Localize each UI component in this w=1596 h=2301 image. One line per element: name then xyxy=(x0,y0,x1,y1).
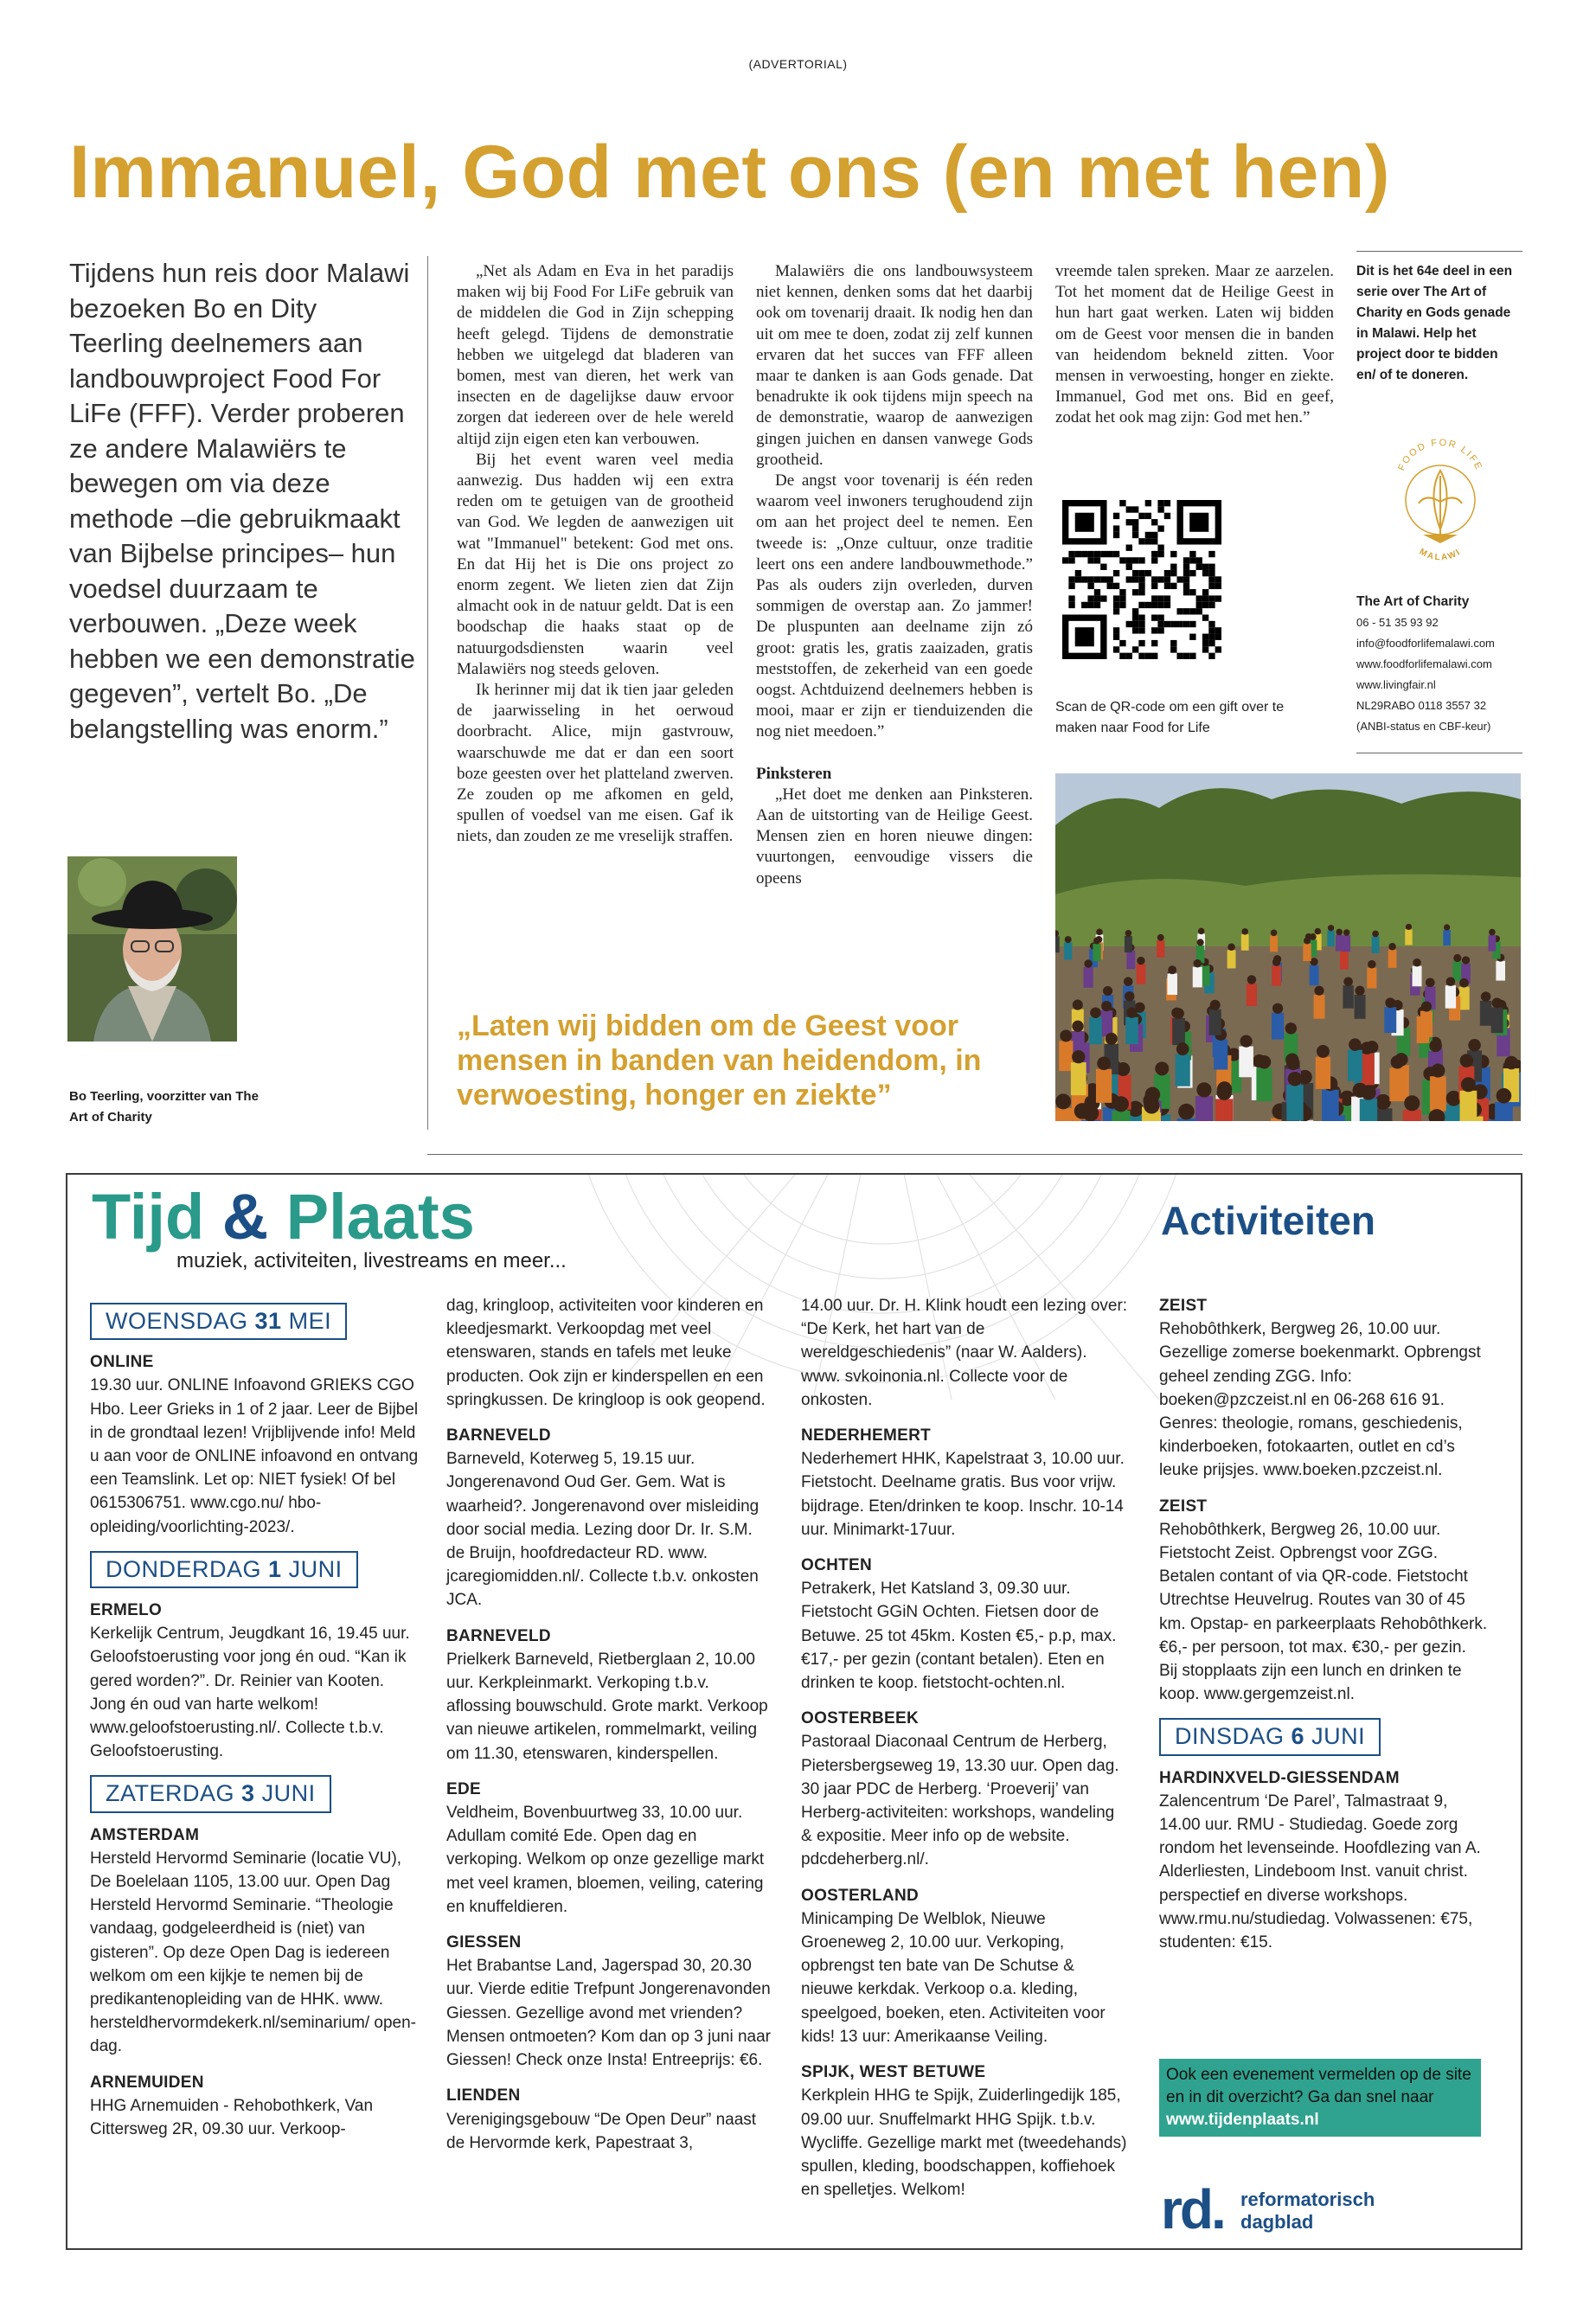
event-location: SPIJK, WEST BETUWE xyxy=(801,2063,986,2082)
tijd-plaats-subtitle: muziek, activiteiten, livestreams en meer... xyxy=(176,1249,567,1272)
svg-text:MALAWI xyxy=(1418,547,1464,562)
logo-text-top: FOOD FOR LIFE xyxy=(1396,437,1484,473)
event-text: Rehobôthkerk, Bergweg 26, 10.00 uur. Gezellige zomerse boekenmarkt. Opbrengst geheel zending ZGG. Info: boeken@pzczeist.nl en 06-268 616 91. Genres: theologie, romans, geschiedenis, kinderboeken, fotokaarten, outlet en cd’s leuke prijsjes. www.boeken.pzczeist.nl. xyxy=(1159,1320,1481,1480)
title-ampersand: & xyxy=(221,1181,269,1253)
event-text: Veldheim, Bovenbuurtweg 33, 10.00 uur. Adullam comité Ede. Open dag en verkoping. Welkom op onze gezellige markt met veel kramen, bloemen, veiling, catering en knuffeldieren. xyxy=(446,1804,765,1916)
event-text: Pastoraal Diaconaal Centrum de Herberg, Pietersbergseweg 19, 13.30 uur. Open dag. 30 jaar PDC de Herberg. ‘Proeverij’ van Herberg-activiteiten: workshops, wandeling & expositie. Meer info op de website. pdcdeherberg.nl/. xyxy=(801,1733,1119,1869)
logo-text-bottom: MALAWI xyxy=(1417,547,1464,563)
submit-event-promo xyxy=(1159,2059,1481,2137)
event-text: Het Brabantse Land, Jagerspad 30, 20.30 uur. Vierde editie Trefpunt Jongerenavonden Giessen. Gezellige avond met vrienden? Mensen ontmoeten? Kom dan op 3 juni naar Giessen! Check onze Insta! Entreeprijs: €6. xyxy=(446,1957,771,2070)
article-column-2 xyxy=(756,261,1033,889)
promo-link[interactable]: www.tijdenplaats.nl xyxy=(1166,2111,1319,2129)
promo-text: Ook een evenement vermelden op de site en in dit overzicht? Ga dan snel naar xyxy=(1166,2066,1471,2106)
sidebar-rule xyxy=(1356,251,1522,252)
event-text: Hersteld Hervormd Seminarie (locatie VU), De Boelelaan 1105, 13.00 uur. Open Dag Hersteld Hervormd Seminarie. “Theologie vandaag, godgeleerdheid is (niet) van gisteren”. Op deze Open Dag is iedereen welkom om een kijkje te nemen bij de predikantenopleiding van de HHK. www. hersteldhervormdekerk.nl/seminarium/ open-dag. xyxy=(90,1849,416,2056)
rd-mark: rd. xyxy=(1161,2180,1224,2237)
event-location: EDE xyxy=(446,1779,481,1798)
pull-quote: „Laten wij bidden om de Geest voor mensen in banden van heidendom, in verwoesting, honger en ziekte” xyxy=(457,1009,982,1112)
event-text: dag, kringloop, activiteiten voor kinderen en kleedjesmarkt. Verkoopdag met veel etenswaren, stands en tafels met leuke producten. Ook zijn er kinderspellen en een springkussen. De kringloop is ook geopend. xyxy=(446,1297,766,1409)
events-column-1 xyxy=(90,1303,419,2153)
events-column-2 xyxy=(446,1294,775,2167)
title-part: Tijd xyxy=(92,1181,205,1253)
portrait-photo xyxy=(67,856,237,1042)
headline: Immanuel, God met ons (en met hen) xyxy=(69,131,1390,214)
rd-line1: reformatorisch xyxy=(1240,2189,1375,2210)
article-paragraph: Bij het event waren veel media aanwezig. Dus hadden wij een extra reden om te getuigen van de grootheid van God. We legden de aanwezigen uit wat "Immanuel" betekent: God met ons. En dat Hij het is Die ons project zo enorm zegent. We lieten zien dat Zijn almacht ook in de natuur geldt. Dat is een boodschap die haaks staat op de natuurgodsdiensten waarin veel Malawiërs nog steeds geloven. xyxy=(457,450,734,678)
org-name: The Art of Charity xyxy=(1356,594,1470,609)
event-text: Barneveld, Koterweg 5, 19.15 uur. Jongerenavond Oud Ger. Gem. Wat is waarheid?. Jongerenavond over misleiding door social media. Lezing door Dr. Ir. S.M. de Bruijn, hoofdredacteur RD. www. jcaregiomidden.nl/. Collecte t.b.v. onkosten JCA. xyxy=(446,1450,760,1610)
event-text: Prielkerk Barneveld, Rietberglaan 2, 10.00 uur. Kerkpleinmarkt. Verkoping t.b.v. aflossing bouwschuld. Grote markt. Verkoop van nieuwe artikelen, rommelmarkt, veiling om 11.30, etenswaren, kinderspellen. xyxy=(446,1650,768,1763)
contact-status: (ANBI-status en CBF-keur) xyxy=(1356,720,1491,733)
event-location: BARNEVELD xyxy=(446,1426,551,1445)
events-column-3 xyxy=(801,1294,1130,2214)
event-location: OOSTERLAND xyxy=(801,1886,919,1905)
event-location: OOSTERBEEK xyxy=(801,1709,920,1728)
section-activiteiten: Activiteiten xyxy=(1161,1198,1375,1243)
article-paragraph: vreemde talen spreken. Maar ze aarzelen. Tot het moment dat de Heilige Geest in hun hart gaat werken. Laten wij bidden om de Geest voor mensen die in banden van heidendom bekneld zitten. Voor mensen in verwoesting, honger en ziekte. Immanuel, God met ons. Bid en geef, zodat het ook mag zijn: God met hen.” xyxy=(1055,262,1334,427)
event-location: NEDERHEMERT xyxy=(801,1426,932,1445)
title-part: Plaats xyxy=(285,1181,475,1253)
photo-caption: Bo Teerling, voorzitter van The Art of Charity xyxy=(69,1089,259,1125)
advertorial-label: (ADVERTORIAL) xyxy=(748,57,848,71)
event-text: HHG Arnemuiden - Rehobothkerk, Van Cittersweg 2R, 09.30 uur. Verkoop- xyxy=(90,2096,374,2139)
qr-code[interactable] xyxy=(1062,500,1221,659)
contact-email[interactable]: info@foodforlifemalawi.com xyxy=(1356,637,1495,650)
intro-paragraph: Tijdens hun reis door Malawi bezoeken Bo en Dity Teerling deelnemers aan landbouwproject Food For LiFe (FFF). Verder proberen ze andere Malawiërs te bewegen om via deze methode –die gebruikmaakt van Bijbelse principes– hun voedsel duurzaam te verbouwen. „Deze week hebben we een demonstratie gegeven”, vertelt Bo. „De belangstelling was enorm.” xyxy=(69,258,415,744)
event-location: GIESSEN xyxy=(446,1933,522,1952)
event-location: ONLINE xyxy=(90,1353,154,1372)
event-text: Petrakerk, Het Katsland 3, 09.30 uur. Fietstocht GGiN Ochten. Fietsen door de Betuwe. 25 tot 45km. Kosten €5,- p.p, max. €17,- per gezin (contant betalen). Eten en drinken te koop. fietstocht-ochten.nl. xyxy=(801,1580,1117,1693)
events-column-4 xyxy=(1159,1294,1488,1966)
crowd-photo xyxy=(1055,773,1521,1121)
food-for-life-logo xyxy=(1384,433,1497,571)
tijd-plaats-title xyxy=(92,1180,475,1253)
section-divider xyxy=(427,1154,1522,1155)
svg-text:FOOD FOR LIFE xyxy=(1396,438,1484,472)
contact-website[interactable]: www.foodforlifemalawi.com xyxy=(1356,657,1492,670)
article-paragraph: Malawiërs die ons landbouwsysteem niet kennen, denken soms dat het daarbij ook om tovenarij draait. Ik nodig hen dan uit om mee te doen, zodat zij zelf kunnen ervaren dat het succes van FFF alleen maar te danken is aan Gods genade. Dat benadrukte ik ook tijdens mijn speech na de demonstratie, waarop de aanwezigen gingen juichen en dansen vanwege Gods grootheid. xyxy=(756,262,1033,469)
event-text: Kerkplein HHG te Spijk, Zuiderlingedijk 185, 09.00 uur. Snuffelmarkt HHG Spijk. t.b.v. Wycliffe. Gezellige markt met (tweedehands) spullen, kleding, boodschappen, koffiehoek en spelletjes. Welkom! xyxy=(801,2086,1127,2200)
section-heading: Pinksteren xyxy=(756,764,832,783)
rd-line2: dagblad xyxy=(1240,2211,1314,2233)
event-text: Rehobôthkerk, Bergweg 26, 10.00 uur. Fietstocht Zeist. Opbrengst voor ZGG. Betalen contant of via QR-code. Fietstocht Utrechtse Heuvelrug. Routes van 30 of 45 km. Opstap- en parkeerplaats Rehobôthkerk. €6,- per persoon, tot max. €30,- per gezin. Bij stopplaats zijn een lunch en drinken te koop. www.gergemzeist.nl. xyxy=(1159,1520,1488,1704)
rd-logo xyxy=(1161,2180,1420,2237)
article-paragraph: De angst voor tovenarij is één reden waarom veel inwoners terughoudend zijn om aan het project deel te nemen. Een tweede is: „Onze cultuur, onze traditie leert ons een andere landbouwmethode.” Pas als ouders zijn overleden, durven sommigen de overstap aan. Zo jammer! De pluspunten aan deelname zijn zó groot: gratis les, gratis zaaizaden, gratis meststoffen, de zekerheid van een goede oogst. Achtduizend deelnemers hebben is mooi, maar er zijn er tienduizenden die nog niet meedoen.” xyxy=(756,471,1033,741)
event-location: ARNEMUIDEN xyxy=(90,2073,204,2092)
contact-iban: NL29RABO 0118 3557 32 xyxy=(1356,699,1487,712)
date-badge: DONDERDAG 1 JUNI xyxy=(90,1551,358,1588)
article-paragraph: Ik herinner mij dat ik tien jaar geleden de jaarwisseling in het oerwoud doorbracht. Alice, mijn gastvrouw, waarschuwde me dat er dan een soort boze geesten over het platteland zwerven. Ze zouden op me afkomen en geld, spullen of voedsel van me eisen. Gaf ik niets, dan zouden ze me vreselijk straffen. xyxy=(457,681,734,846)
contact-block xyxy=(1356,592,1529,737)
event-location: LIENDEN xyxy=(446,2086,521,2106)
article-paragraph: „Het doet me denken aan Pinksteren. Aan de uitstorting van de Heilige Geest. Mensen zien en horen nieuwe dingen: vuurtongen, eenvoudige vissers die opeens xyxy=(756,785,1033,888)
event-location: HARDINXVELD-GIESSENDAM xyxy=(1159,1768,1400,1787)
date-badge: DINSDAG 6 JUNI xyxy=(1159,1718,1381,1755)
event-text: Minicamping De Welblok, Nieuwe Groeneweg 2, 10.00 uur. Verkoping, opbrengst ten bate van De Schutse & nieuwe kerkdak. Verkoop o.a. kleding, speelgoed, boeken, eten. Activiteiten voor kids! 13 uur: Amerikaanse Veiling. xyxy=(801,1909,1106,2046)
event-location: ZEIST xyxy=(1159,1297,1208,1315)
date-badge: WOENSDAG 31 MEI xyxy=(90,1303,347,1340)
event-text: Verenigingsgebouw “De Open Deur” naast de Hervormde kerk, Papestraat 3, xyxy=(446,2110,757,2152)
intro-text xyxy=(69,256,415,747)
article-column-1 xyxy=(457,261,734,848)
column-divider xyxy=(427,256,428,1130)
article-column-3 xyxy=(1055,261,1334,429)
event-location: AMSTERDAM xyxy=(90,1825,200,1844)
event-text: Zalencentrum ‘De Parel’, Talmastraat 9, 14.00 uur. RMU - Studiedag. Goede zorg rondom het levenseinde. Hoofdlezing van A. Alderliesten, Lindeboom Inst. vanuit christ. perspectief en diverse workshops. www.rmu.nu/studiedag. Volwassenen: €75, studenten: €15. xyxy=(1159,1791,1481,1952)
article-paragraph: „Net als Adam en Eva in het paradijs maken wij bij Food For LiFe gebruik van de middelen die God in Zijn schepping heeft gelegd. Tijdens de demonstratie hebben we uitgelegd dat bladeren van bomen, mest van dieren, het werk van insecten en de dagelijkse dauw ervoor zorgen dat iedereen over de hele wereld altijd zijn eigen eten kan verbouwen. xyxy=(457,262,734,448)
event-location: OCHTEN xyxy=(801,1556,873,1575)
event-text: Kerkelijk Centrum, Jeugdkant 16, 19.45 uur. Geloofstoerusting voor jong én oud. “Kan ik gered worden?”. Dr. Reinier van Kooten. Jong én oud van harte welkom! www.geloofstoerusting.nl/. Collecte t.b.v. Geloofstoerusting. xyxy=(90,1625,410,1761)
event-location: ERMELO xyxy=(90,1601,163,1620)
contact-phone: 06 - 51 35 93 92 xyxy=(1356,616,1439,629)
qr-caption: Scan de QR-code om een gift over te maken naar Food for Life xyxy=(1055,700,1285,735)
event-text: 19.30 uur. ONLINE Infoavond GRIEKS CGO Hbo. Leer Grieks in 1 of 2 jaar. Leer de Bijbel in de grondtaal lezen! Vrijblijvende info! Meld u aan voor de ONLINE infoavond en ontvang een Teamslink. Let op: NIET fysiek! Of bel 0615306751. www.cgo.nu/ hbo-opleiding/voorlichting-2023/. xyxy=(90,1376,419,1536)
contact-website-2[interactable]: www.livingfair.nl xyxy=(1356,678,1436,691)
event-location: BARNEVELD xyxy=(446,1626,551,1645)
series-intro: Dit is het 64e deel in een serie over The Art of Charity en Gods genade in Malawi. Help het project door te bidden en/ of te doneren. xyxy=(1356,264,1513,382)
event-text: 14.00 uur. Dr. H. Klink houdt een lezing over: “De Kerk, het hart van de wereldgeschiedenis” (naar W. Aalders). www. svkoinonia.nl. Collecte voor de onkosten. xyxy=(801,1297,1128,1409)
event-text: Nederhemert HHK, Kapelstraat 3, 10.00 uur. Fietstocht. Deelname gratis. Bus voor vrijw. bijdrage. Eten/drinken te koop. Inschr. 10-14 uur. Minimarkt-17uur. xyxy=(801,1450,1125,1539)
event-location: ZEIST xyxy=(1159,1497,1208,1516)
date-badge: ZATERDAG 3 JUNI xyxy=(90,1775,331,1812)
